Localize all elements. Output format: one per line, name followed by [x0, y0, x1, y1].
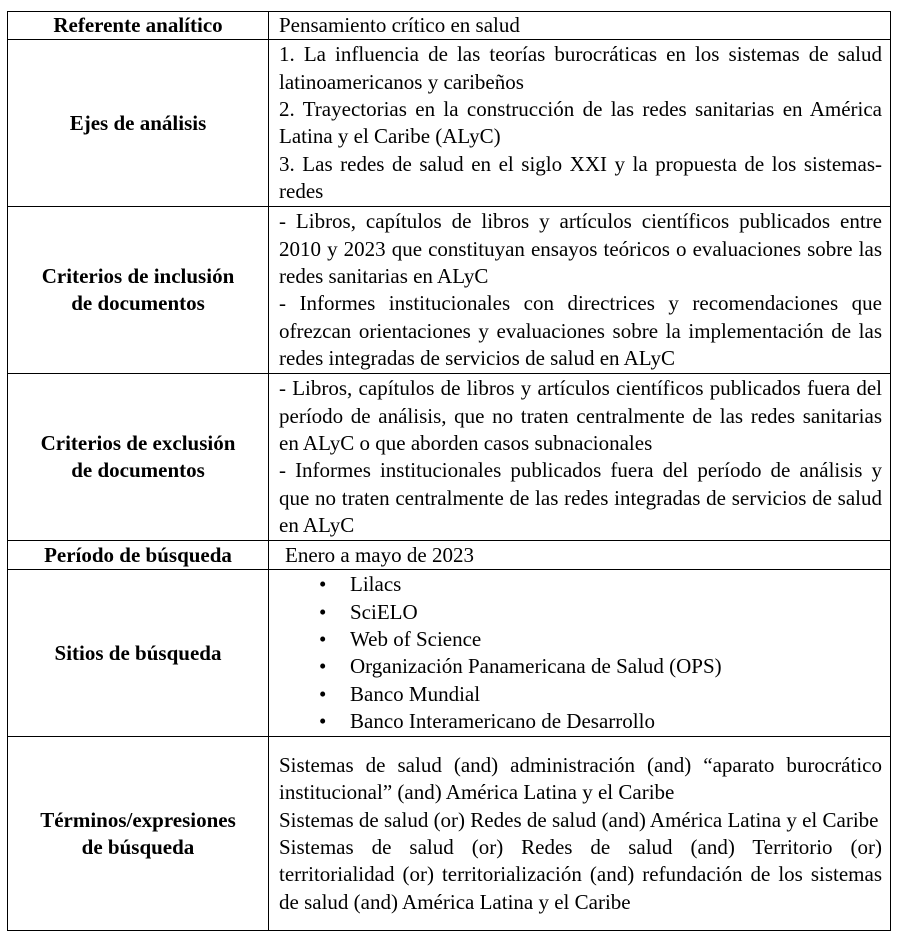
row-content	[269, 40, 891, 207]
table-row	[8, 570, 891, 737]
content-text: Enero a mayo de 2023	[285, 542, 474, 567]
list-item: • Banco Mundial	[319, 681, 882, 708]
content-item: Sistemas de salud (or) Redes de salud (and) América Latina y el Caribe	[279, 807, 879, 832]
row-label: Ejes de análisis	[8, 40, 269, 207]
label-line: Términos/expresiones	[40, 807, 236, 832]
label-line: de búsqueda	[81, 834, 195, 859]
row-label	[8, 737, 269, 931]
table-row	[8, 541, 891, 570]
label-line: de documentos	[71, 291, 205, 316]
content-text: Pensamiento crítico en salud	[279, 13, 520, 37]
row-content	[269, 12, 891, 40]
row-content	[269, 570, 891, 737]
label-line: de documentos	[71, 458, 205, 483]
list-item: • Lilacs	[319, 571, 882, 598]
content-item: - Informes institucionales con directrices y recomendaciones que ofrezcan orientaciones y evaluaciones sobre la implementación de las redes integradas de servicios de salud en ALyC	[279, 291, 882, 371]
content-item: Sistemas de salud (or) Redes de salud (and) Territorio (or) territorialidad (or) territorialización (and) refundación de los sistemas de salud (and) América Latina y el Caribe	[279, 834, 882, 914]
table-row	[8, 737, 891, 931]
row-content	[269, 374, 891, 541]
content-item: - Libros, capítulos de libros y artículos científicos publicados entre 2010 y 2023 que constituyan ensayos teóricos o evaluaciones sobre las redes sanitarias en ALyC	[279, 209, 882, 288]
list-item: • Banco Interamericano de Desarrollo	[319, 708, 882, 735]
content-item: 2. Trayectorias en la construcción de las redes sanitarias en América Latina y el Caribe (ALyC)	[279, 97, 882, 149]
row-content	[269, 541, 891, 570]
row-content	[269, 737, 891, 931]
content-item: Sistemas de salud (and) administración (and) “aparato burocrático institucional” (and) América Latina y el Caribe	[279, 752, 882, 805]
row-label: Período de búsqueda	[8, 541, 269, 570]
list-item: • Web of Science	[319, 626, 882, 653]
table-row	[8, 12, 891, 40]
table-row	[8, 207, 891, 374]
list-item: • SciELO	[319, 599, 882, 626]
search-sites-list	[279, 571, 882, 735]
content-item: - Libros, capítulos de libros y artículos científicos publicados fuera del período de análisis, que no traten centralmente de las redes sanitarias en ALyC o que aborden casos subnacionales	[279, 376, 882, 455]
row-label: Sitios de búsqueda	[8, 570, 269, 737]
table-row	[8, 40, 891, 207]
row-label: Referente analítico	[8, 12, 269, 40]
content-item: - Informes institucionales publicados fuera del período de análisis y que no traten centralmente de las redes integradas de servicios de salud en ALyC	[279, 458, 882, 538]
content-item: 3. Las redes de salud en el siglo XXI y la propuesta de los sistemas-redes	[279, 151, 882, 204]
row-label	[8, 207, 269, 374]
methodology-table	[7, 11, 891, 931]
content-item: 1. La influencia de las teorías burocráticas en los sistemas de salud latinoamericanos y caribeños	[279, 42, 882, 94]
list-item: • Organización Panamericana de Salud (OPS)	[319, 653, 882, 680]
row-label	[8, 374, 269, 541]
table-row	[8, 374, 891, 541]
label-line: Criterios de exclusión	[40, 431, 236, 455]
row-content	[269, 207, 891, 374]
label-line: Criterios de inclusión	[41, 264, 235, 288]
